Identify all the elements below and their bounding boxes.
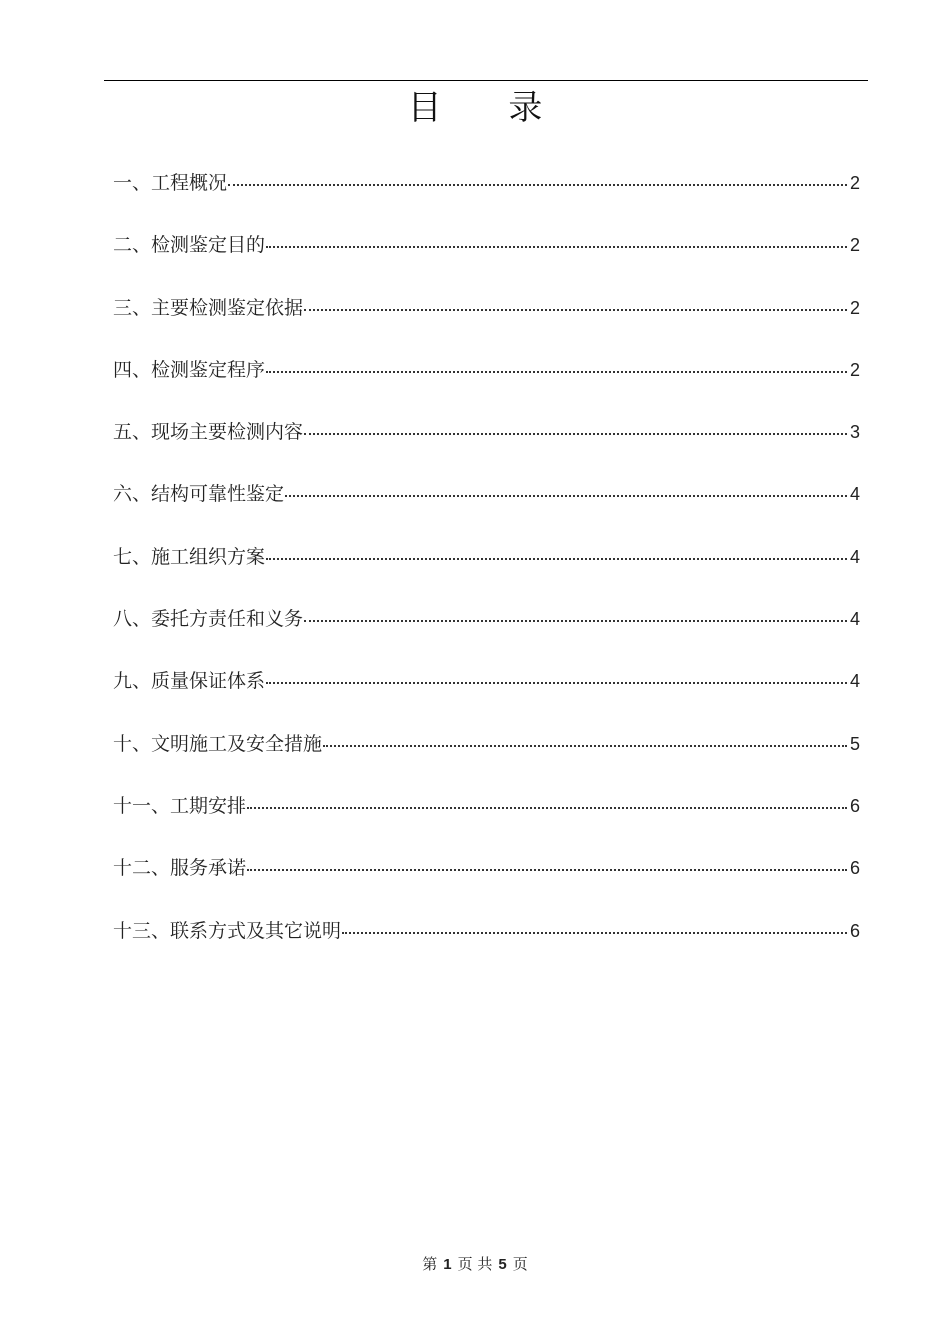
toc-entry-label: 一、工程概况 bbox=[113, 172, 228, 194]
footer-prefix: 第 bbox=[422, 1255, 438, 1273]
toc-entry[interactable] bbox=[113, 225, 860, 287]
toc-entry[interactable] bbox=[113, 288, 860, 350]
footer-suffix: 页 bbox=[512, 1255, 528, 1273]
footer-total-pages: 5 bbox=[498, 1256, 507, 1273]
toc-dot-leader bbox=[247, 868, 847, 871]
toc-dot-leader bbox=[266, 245, 847, 248]
toc-page-number: 4 bbox=[849, 546, 860, 567]
toc-entry-label: 七、施工组织方案 bbox=[113, 545, 266, 568]
toc-entry[interactable] bbox=[113, 537, 860, 599]
toc-entry-label: 二、检测鉴定目的 bbox=[113, 234, 266, 257]
toc-entry[interactable] bbox=[113, 786, 860, 848]
toc-page-number: 4 bbox=[849, 671, 860, 692]
page-footer bbox=[0, 1254, 950, 1275]
toc-entry[interactable] bbox=[113, 848, 860, 910]
toc-entry-label: 十、文明施工及安全措施 bbox=[113, 732, 323, 755]
toc-page-number: 2 bbox=[849, 173, 860, 193]
toc-page-number: 4 bbox=[849, 609, 860, 630]
toc-dot-leader bbox=[228, 183, 847, 186]
toc-dot-leader bbox=[266, 557, 847, 560]
toc-entry[interactable] bbox=[113, 474, 860, 536]
toc-entry-label: 十三、联系方式及其它说明 bbox=[113, 919, 342, 942]
toc-dot-leader bbox=[266, 681, 847, 684]
toc-entry-label: 十二、服务承诺 bbox=[113, 857, 247, 880]
toc-entry[interactable] bbox=[113, 350, 860, 412]
toc-entry-label: 四、检测鉴定程序 bbox=[113, 358, 266, 381]
toc-dot-leader bbox=[323, 744, 847, 747]
table-of-contents bbox=[113, 163, 860, 973]
toc-dot-leader bbox=[266, 370, 847, 373]
toc-entry[interactable] bbox=[113, 599, 860, 661]
toc-entry-label: 五、现场主要检测内容 bbox=[113, 421, 304, 444]
toc-dot-leader bbox=[304, 432, 847, 435]
toc-dot-leader bbox=[304, 308, 847, 311]
footer-middle: 页 共 bbox=[457, 1255, 493, 1273]
toc-entry[interactable] bbox=[113, 412, 860, 474]
page-title: 目 录 bbox=[407, 88, 571, 128]
toc-page-number: 6 bbox=[849, 920, 860, 941]
toc-page-number: 3 bbox=[849, 422, 860, 443]
toc-entry-label: 八、委托方责任和义务 bbox=[113, 608, 304, 631]
toc-page-number: 4 bbox=[849, 484, 860, 505]
toc-entry[interactable] bbox=[113, 661, 860, 723]
toc-entry[interactable] bbox=[113, 911, 860, 973]
toc-entry-label: 六、结构可靠性鉴定 bbox=[113, 483, 285, 506]
toc-entry-label: 十一、工期安排 bbox=[113, 794, 247, 817]
toc-entry-label: 九、质量保证体系 bbox=[113, 670, 266, 693]
header-rule bbox=[104, 80, 868, 81]
toc-entry[interactable] bbox=[113, 163, 860, 225]
toc-entry-label: 三、主要检测鉴定依据 bbox=[113, 296, 304, 319]
toc-entry[interactable] bbox=[113, 724, 860, 786]
toc-page-number: 2 bbox=[849, 235, 860, 256]
footer-current-page: 1 bbox=[443, 1256, 452, 1273]
toc-page-number: 6 bbox=[849, 858, 860, 879]
toc-page-number: 5 bbox=[849, 733, 860, 754]
toc-page-number: 2 bbox=[849, 359, 860, 380]
toc-dot-leader bbox=[285, 494, 847, 497]
toc-page-number: 6 bbox=[849, 795, 860, 816]
toc-page-number: 2 bbox=[849, 297, 860, 318]
toc-dot-leader bbox=[342, 931, 847, 934]
toc-dot-leader bbox=[247, 806, 847, 809]
toc-dot-leader bbox=[304, 619, 847, 622]
